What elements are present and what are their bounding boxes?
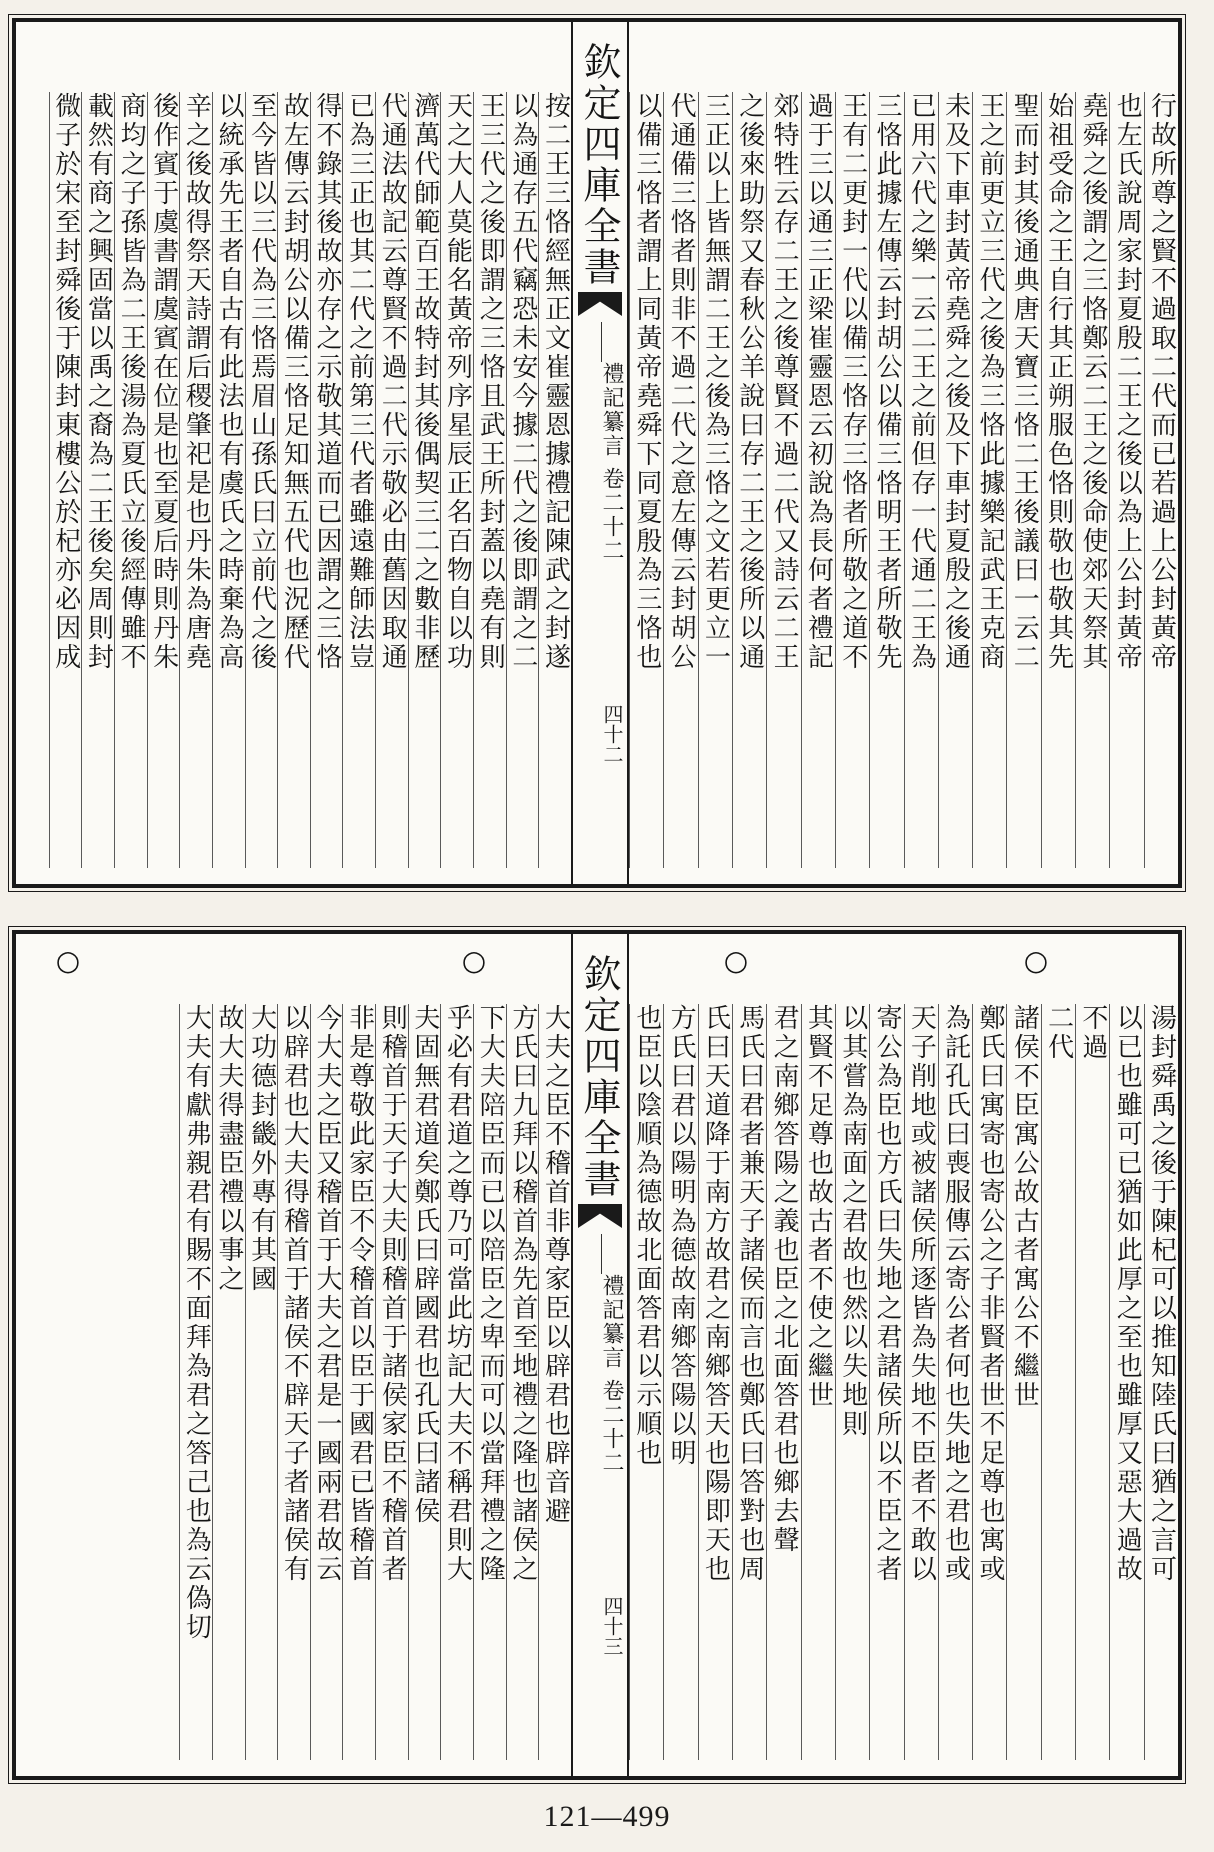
bottom-column-1 [1144,1004,1178,1760]
bottom-center-strip [571,934,629,1776]
top-column-5 [1006,92,1040,868]
bottom-column-text: 天子削地或被諸侯所逐皆為失地不臣者不敢以 [906,1004,937,1584]
bottom-column-text: 以辟君也大夫得稽首于諸侯不辟天子者諸侯有 [279,1004,310,1584]
top-column-text: 載然有商之興固當以禹之裔為二王後矣周則封 [83,92,114,672]
bottom-column-9 [869,1004,903,1760]
bottom-column-15 [663,1004,697,1760]
top-column-18 [506,92,539,868]
top-column-1 [1144,92,1178,868]
top-column-text: 始祖受命之王自行其正朔服色恪則敬也敬其先 [1043,92,1074,672]
top-center-strip [571,22,629,884]
top-column-text: 辛之後故得祭天詩謂后稷肇祀是也丹朱為唐堯 [181,92,212,672]
top-column-15 [663,92,697,868]
top-column-text: 王之前更立三代之後為三恪此據樂記武王克商 [974,92,1005,672]
circle-mark-2: ○ [723,944,749,977]
top-column-28 [179,92,212,868]
bottom-column-12 [766,1004,800,1760]
top-column-17 [538,92,571,868]
bottom-column-14 [698,1004,732,1760]
bottom-column-24 [310,1004,343,1760]
top-page-frame [12,18,1182,888]
bottom-column-7 [938,1004,972,1760]
top-column-27 [212,92,245,868]
bottom-fish-tail-ornament [578,1204,622,1228]
top-column-text: 至今皆以三代為三恪焉眉山孫氏曰立前代之後 [246,92,277,672]
top-column-text: 以統承先王者自古有此法也有虞氏之時棄為高 [214,92,245,672]
top-column-text: 得不錄其後故亦存之示敬其道而已因謂之三恪 [311,92,342,672]
bottom-column-23 [342,1004,375,1760]
bottom-column-text: 今大夫之臣又稽首于大夫之君是一國兩君故云 [311,1004,342,1584]
top-column-32 [49,92,82,868]
top-folio-number: 四十二 [600,704,624,764]
bottom-folio-number: 四十三 [600,1596,624,1656]
top-column-text: 以備三恪者謂上同黃帝堯舜下同夏殷為三恪也 [631,92,662,672]
bottom-column-text: 二代 [1043,1004,1074,1062]
bottom-column-3 [1075,1004,1109,1760]
bottom-column-25 [277,1004,310,1760]
top-column-text: 之後來助祭又春秋公羊說曰存二王之後所以通 [734,92,765,672]
top-column-9 [869,92,903,868]
bottom-column-text: 大夫之臣不稽首非尊家臣以辟君也辟音避 [540,1004,571,1526]
circle-mark-1: ○ [1023,944,1049,977]
top-column-text: 堯舜之後謂之三恪鄭云二王之後命使郊天祭其 [1077,92,1108,672]
top-column-14 [698,92,732,868]
bottom-column-text: 其賢不足尊也故古者不使之繼世 [803,1004,834,1410]
bottom-column-text: 馬氏曰君者兼天子諸侯而言也鄭氏曰答對也周 [734,1004,765,1584]
bottom-column-text: 大功德封畿外專有其國 [246,1004,277,1294]
bottom-column-26 [245,1004,278,1760]
bottom-center-title: 欽定四庫全書 [577,954,621,1200]
bottom-column-13 [732,1004,766,1760]
top-column-11 [801,92,835,868]
top-column-text: 過于三以通三正梁崔靈恩云初說為長何者禮記 [803,92,834,672]
top-column-19 [473,92,506,868]
top-fish-tail-ornament [578,292,622,316]
bottom-column-text: 下大夫陪臣而已以陪臣之卑而可以當拜禮之隆 [475,1004,506,1584]
top-column-text: 未及下車封黃帝堯舜之後及下車封夏殷之後通 [940,92,971,672]
top-column-text: 代通法故記云尊賢不過二代示敬必由舊因取通 [377,92,408,672]
bottom-column-21 [408,1004,441,1760]
top-column-text: 聖而封其後通典唐天寶三恪二王後議曰一云二 [1009,92,1040,672]
bottom-column-10 [835,1004,869,1760]
bottom-column-22 [375,1004,408,1760]
bottom-column-8 [904,1004,938,1760]
top-column-21 [408,92,441,868]
bottom-column-18 [506,1004,539,1760]
top-column-29 [147,92,180,868]
top-column-25 [277,92,310,868]
top-column-text: 代通備三恪者則非不過二代之意左傳云封胡公 [666,92,697,672]
top-column-text: 商均之子孫皆為二王後湯為夏氏立後經傳雖不 [116,92,147,672]
bottom-column-text: 以其嘗為南面之君故也然以失地則 [837,1004,868,1439]
top-column-31 [81,92,114,868]
bottom-column-20 [440,1004,473,1760]
bottom-column-27 [212,1004,245,1760]
bottom-column-text: 諸侯不臣寓公故古者寓公不繼世 [1009,1004,1040,1410]
bottom-column-11 [801,1004,835,1760]
bottom-column-text: 寄公為臣也方氏曰失地之君諸侯所以不臣之者 [872,1004,902,1584]
bottom-column-text: 以已也雖可已猶如此厚之至也雖厚又惡大過故 [1112,1004,1143,1584]
top-column-text: 微子於宋至封舜後于陳封東樓公於杞亦必因成 [50,92,81,672]
top-column-10 [835,92,869,868]
bottom-column-text: 君之南鄉答陽之義也臣之北面答君也鄉去聲 [769,1004,800,1555]
top-column-text: 王三代之後即謂之三恪且武王所封蓋以堯有則 [475,92,506,672]
bottom-chapter-label: 禮記纂言 卷二十二 [599,1274,624,1475]
bottom-column-text: 不過 [1077,1004,1108,1062]
top-column-text: 已為三正也其二代之前第三代者雖遠難師法豈 [344,92,375,672]
top-column-text: 王有二更封一代以備三恪存三恪者所敬之道不 [837,92,868,672]
page-number: 121—499 [543,1800,671,1833]
bottom-column-text: 則稽首于天子大夫則稽首于諸侯家臣不稽首者 [377,1004,408,1584]
top-column-7 [938,92,972,868]
bottom-column-16 [629,1004,663,1760]
top-column-text: 後作賓于虞書謂虞賓在位是也至夏后時則丹朱 [148,92,179,672]
bottom-column-text: 方氏曰九拜以稽首為先首至地禮之隆也諸侯之 [507,1004,538,1584]
bottom-column-text: 方氏曰君以陽明為德故南鄉答陽以明 [666,1004,697,1468]
bottom-column-text: 夫固無君道矣鄭氏曰辟國君也孔氏曰諸侯 [409,1004,440,1526]
top-column-13 [732,92,766,868]
bottom-column-19 [473,1004,506,1760]
bottom-column-text: 非是尊敬此家臣不令稽首以臣于國君已皆稽首 [344,1004,375,1584]
top-column-text: 三恪此據左傳云封胡公以備三恪明王者所敬先 [872,92,902,672]
top-center-title: 欽定四庫全書 [577,42,621,288]
top-column-text: 行故所尊之賢不過取二代而已若過上公封黃帝 [1146,92,1177,672]
top-column-text: 故左傳云封胡公以備三恪足知無五代也況歷代 [279,92,310,672]
circle-mark-3: ○ [461,944,487,977]
top-column-24 [310,92,343,868]
bottom-column-text: 鄭氏曰寓寄也寄公之子非賢者世不足尊也寓或 [974,1004,1005,1584]
top-column-3 [1075,92,1109,868]
bottom-column-17 [538,1004,571,1760]
bottom-column-4 [1041,1004,1075,1760]
top-column-12 [766,92,800,868]
bottom-column-2 [1109,1004,1143,1760]
top-column-8 [904,92,938,868]
top-column-16 [629,92,663,868]
top-column-20 [440,92,473,868]
bottom-column-text: 乎必有君道之尊乃可當此坊記大夫不稱君則大 [442,1004,473,1584]
bottom-fish-line [601,1234,602,1274]
bottom-column-text: 大夫有獻弗親君有賜不面拜為君之答己也為云偽切 [181,1004,212,1642]
top-column-text: 三正以上皆無謂二王之後為三恪之文若更立一 [700,92,731,672]
top-column-30 [114,92,147,868]
top-column-22 [375,92,408,868]
bottom-column-6 [972,1004,1006,1760]
top-column-26 [245,92,278,868]
bottom-column-text: 湯封舜禹之後于陳杞可以推知陸氏曰猶之言可 [1146,1004,1177,1584]
bottom-page-frame [12,930,1182,1780]
top-column-4 [1041,92,1075,868]
bottom-column-text: 為託孔氏曰喪服傳云寄公者何也失地之君也或 [940,1004,971,1584]
top-column-text: 也左氏說周家封夏殷二王之後以為上公封黃帝 [1112,92,1143,672]
circle-mark-4: ○ [55,944,81,977]
bottom-column-text: 故大夫得盡臣禮以事之 [214,1004,245,1294]
top-column-text: 濟萬代師範百王故特封其後偶契三二之數非歷 [409,92,440,672]
top-column-text: 已用六代之樂一云二王之前但存一代通二王為 [906,92,937,672]
top-fish-line [601,322,602,362]
bottom-column-text: 氏曰天道降于南方故君之南鄉答天也陽即天也 [700,1004,731,1584]
bottom-column-text: 也臣以陰順為德故北面答君以示順也 [631,1004,662,1468]
top-chapter-label: 禮記纂言 卷二十二 [599,362,624,563]
top-column-text: 郊特牲云存二王之後尊賢不過二代又詩云二王 [769,92,800,672]
top-column-text: 天之大人莫能名黃帝列序星辰正名百物自以功 [442,92,473,672]
top-column-2 [1109,92,1143,868]
top-column-text: 以為通存五代竊恐未安今據二代之後即謂之二 [507,92,538,672]
bottom-column-28 [179,1004,212,1760]
top-column-6 [972,92,1006,868]
top-column-23 [342,92,375,868]
bottom-column-5 [1006,1004,1040,1760]
top-column-text: 按二王三恪經無正文崔靈恩據禮記陳武之封遂 [540,92,571,672]
